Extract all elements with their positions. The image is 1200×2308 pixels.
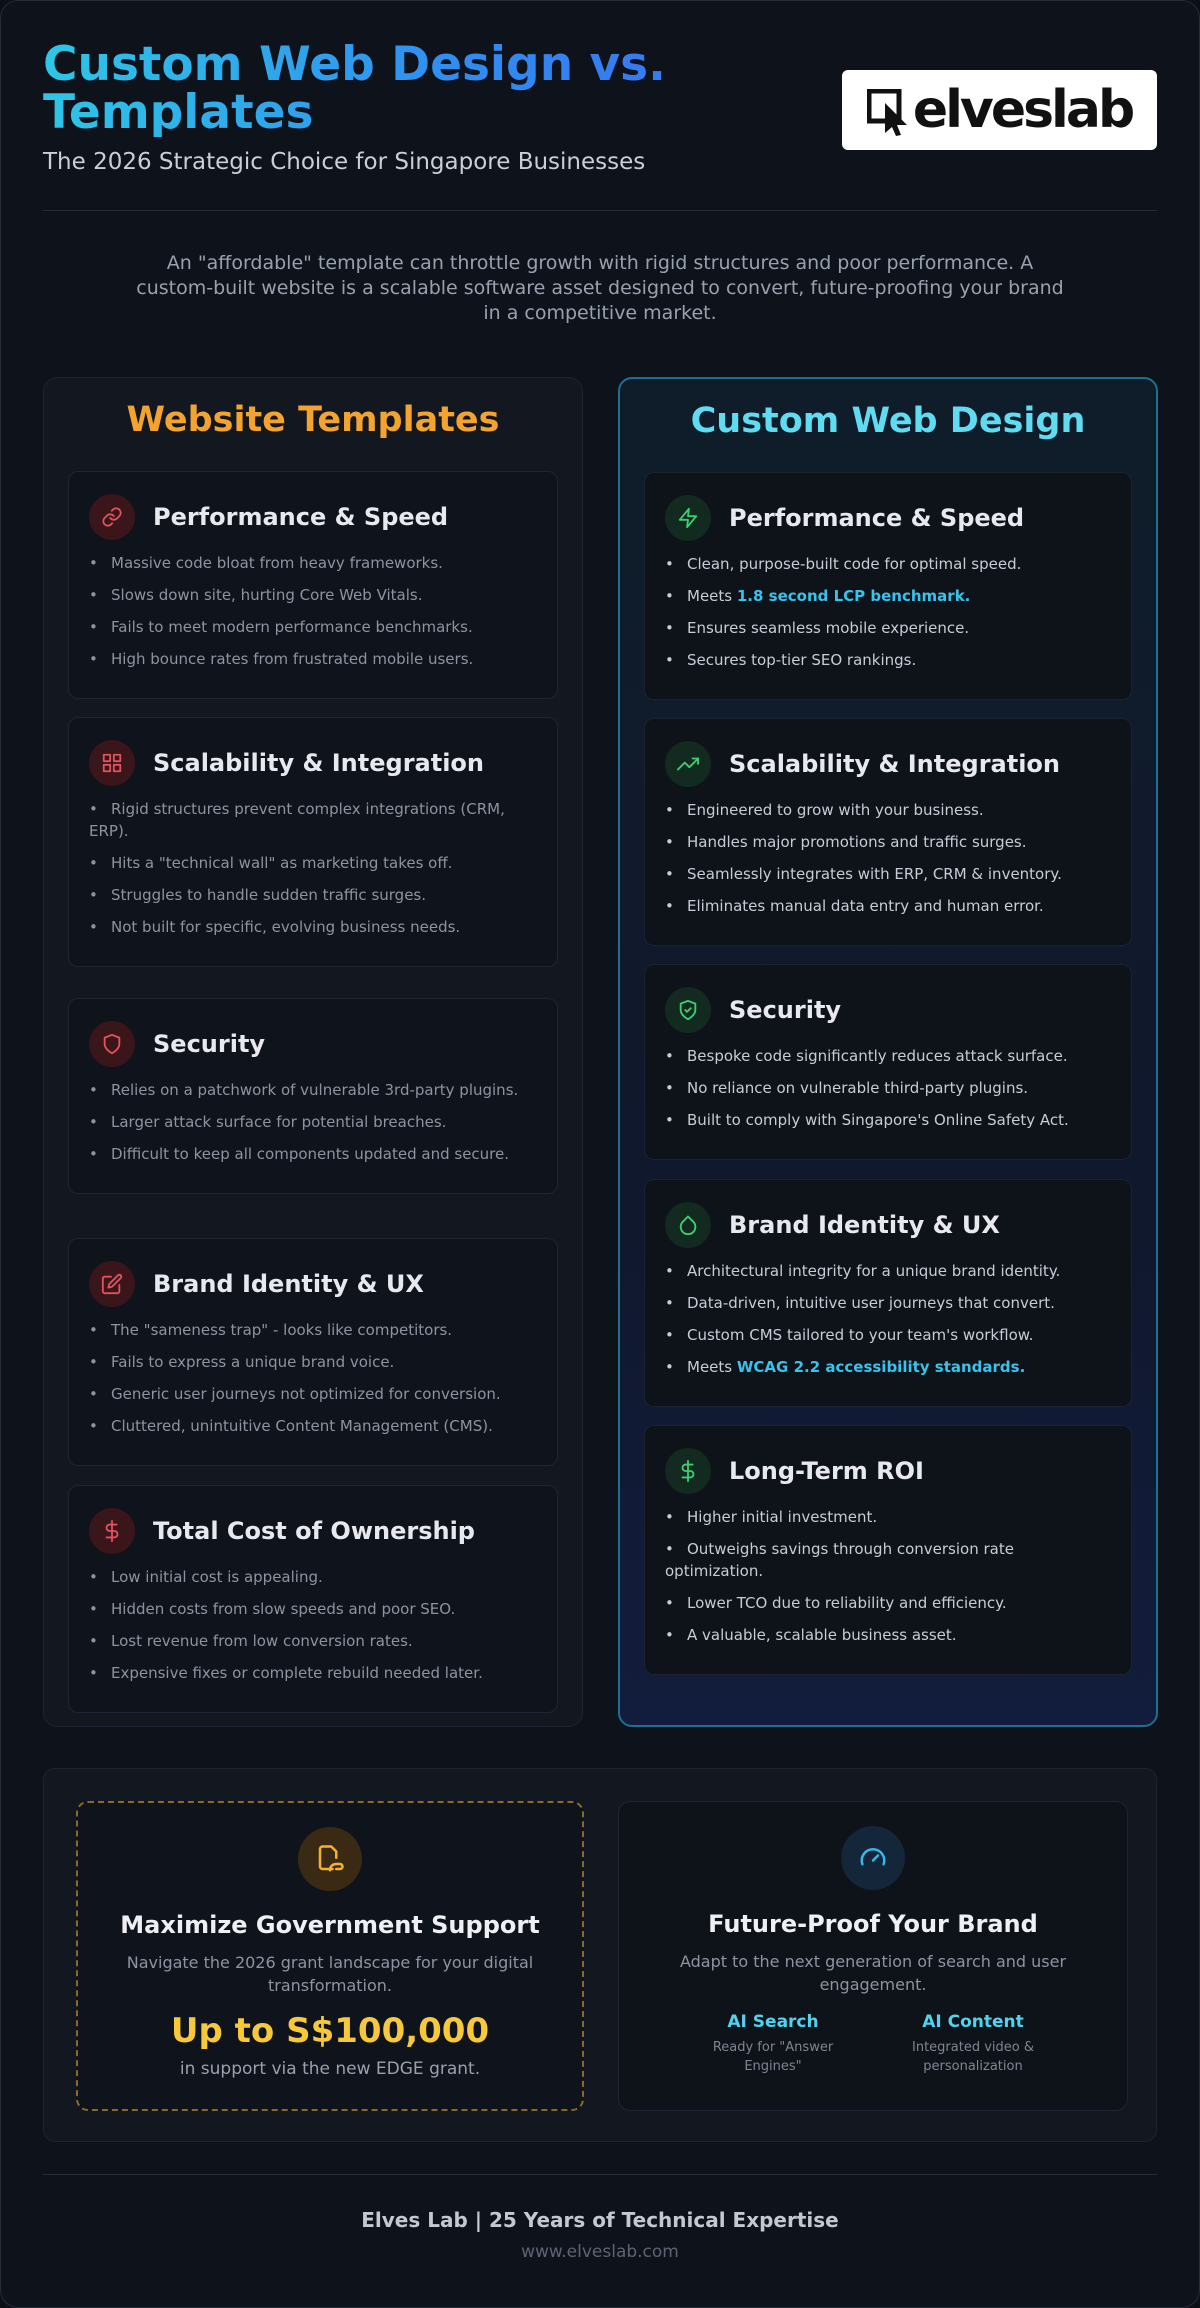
future-proof-title: Future-Proof Your Brand xyxy=(708,1910,1038,1938)
bullet-text: The "sameness trap" - looks like competitors. xyxy=(111,1321,453,1339)
card-header xyxy=(665,741,1111,787)
grant-note: in support via the new EDGE grant. xyxy=(179,2059,481,2079)
bullet-list xyxy=(665,799,1111,917)
bullet-item xyxy=(665,649,1111,671)
bullet-item xyxy=(665,863,1111,885)
edit-icon xyxy=(89,1261,135,1307)
bullet-list xyxy=(89,1079,537,1165)
card-performance-speed xyxy=(68,471,558,699)
bullet-item xyxy=(89,884,537,906)
trending-up-icon xyxy=(665,741,711,787)
bullet-text: Struggles to handle sudden traffic surges. xyxy=(111,886,426,904)
feature-description: Ready for "Answer Engines" xyxy=(712,2040,834,2074)
bullet-item xyxy=(665,1624,1111,1646)
card-header xyxy=(89,740,537,786)
bullet-list xyxy=(89,1566,537,1684)
bullet-text: No reliance on vulnerable third-party plugins. xyxy=(687,1079,1029,1097)
bullet-text: Eliminates manual data entry and human error. xyxy=(687,897,1044,915)
document-hand-icon xyxy=(298,1827,362,1891)
bullet-text: Engineered to grow with your business. xyxy=(687,801,984,819)
bullet-item xyxy=(665,1324,1111,1346)
card-header xyxy=(89,494,537,540)
bullet-item xyxy=(665,553,1111,575)
cursor-logo-icon xyxy=(867,89,907,131)
future-proof-description: Adapt to the next generation of search and user engagement. xyxy=(679,1952,1067,1994)
bullet-text: Relies on a patchwork of vulnerable 3rd-party plugins. xyxy=(111,1081,519,1099)
bullet-text: Lost revenue from low conversion rates. xyxy=(111,1632,413,1650)
bullet-item xyxy=(89,1566,537,1588)
bullet-item xyxy=(89,1662,537,1684)
bullet-item xyxy=(89,1598,537,1620)
card-security xyxy=(68,998,558,1194)
bullet-item xyxy=(89,648,537,670)
bullet-text: Massive code bloat from heavy frameworks. xyxy=(111,554,443,572)
bullet-text: Difficult to keep all components updated and secure. xyxy=(111,1145,510,1163)
dollar-icon xyxy=(89,1508,135,1554)
card-title: Total Cost of Ownership xyxy=(153,1517,475,1545)
bullet-text: Secures top-tier SEO rankings. xyxy=(687,651,917,669)
bullet-text: Low initial cost is appealing. xyxy=(111,1568,323,1586)
card-header xyxy=(89,1021,537,1067)
bullet-list xyxy=(665,1260,1111,1378)
card-security xyxy=(644,964,1132,1160)
bullet-list xyxy=(89,552,537,670)
bullet-item xyxy=(665,1292,1111,1314)
grant-amount: Up to S$100,000 xyxy=(170,2011,490,2051)
header-divider xyxy=(43,210,1157,211)
government-support-description: Navigate the 2026 grant landscape for your digital transformation. xyxy=(126,1953,534,1995)
feature-ai-content xyxy=(893,2012,1053,2076)
card-header xyxy=(665,1202,1111,1248)
bullet-text: Larger attack surface for potential breaches. xyxy=(111,1113,447,1131)
dollar-icon xyxy=(665,1448,711,1494)
bullet-list xyxy=(89,798,537,938)
bullet-item xyxy=(89,1079,537,1101)
grid-icon xyxy=(89,740,135,786)
header xyxy=(43,37,1157,181)
bullet-item xyxy=(665,831,1111,853)
card-title: Long-Term ROI xyxy=(729,1457,924,1485)
card-header xyxy=(665,987,1111,1033)
footer-divider xyxy=(43,2174,1157,2175)
government-support-title: Maximize Government Support xyxy=(120,1911,540,1939)
bullet-item xyxy=(89,552,537,574)
bullet-text: Clean, purpose-built code for optimal speed. xyxy=(687,555,1022,573)
intro-text: An "affordable" template can throttle growth with rigid structures and poor performance. A custom-built website is a scalable software asset designed to convert, future-proofing your brand in a competitive market. xyxy=(136,252,1064,324)
bullet-item xyxy=(89,916,537,938)
bullet-text: Handles major promotions and traffic surges. xyxy=(687,833,1027,851)
bullet-text: Architectural integrity for a unique brand identity. xyxy=(687,1262,1061,1280)
bullet-item xyxy=(665,1045,1111,1067)
bullet-item xyxy=(665,1538,1111,1582)
card-title: Brand Identity & UX xyxy=(729,1211,1000,1239)
bullet-text: High bounce rates from frustrated mobile users. xyxy=(111,650,474,668)
card-title: Security xyxy=(153,1030,266,1058)
card-header xyxy=(89,1508,537,1554)
card-long-term-roi xyxy=(644,1425,1132,1675)
bullet-item xyxy=(89,798,537,842)
bullet-item xyxy=(89,1630,537,1652)
bullet-item xyxy=(665,1592,1111,1614)
bullet-item xyxy=(89,584,537,606)
lightning-icon xyxy=(665,495,711,541)
bullet-list xyxy=(665,1506,1111,1646)
government-support-card xyxy=(76,1801,584,2111)
bullet-text: Bespoke code significantly reduces attack surface. xyxy=(687,1047,1068,1065)
bullet-item xyxy=(89,1383,537,1405)
bullet-item xyxy=(89,852,537,874)
bullet-text: Data-driven, intuitive user journeys that convert. xyxy=(687,1294,1055,1312)
bullet-text: Generic user journeys not optimized for conversion. xyxy=(111,1385,501,1403)
ai-features xyxy=(693,2012,1053,2076)
bullet-item xyxy=(89,1319,537,1341)
feature-description: Integrated video & personalization xyxy=(912,2040,1034,2074)
footer-url[interactable]: www.elveslab.com xyxy=(521,2242,679,2262)
bullet-item xyxy=(665,1506,1111,1528)
bullet-text: Lower TCO due to reliability and efficiency. xyxy=(687,1594,1007,1612)
bullet-text: Slows down site, hurting Core Web Vitals. xyxy=(111,586,423,604)
highlight-text: WCAG 2.2 accessibility standards. xyxy=(736,1358,1026,1376)
bullet-item xyxy=(665,617,1111,639)
gauge-icon xyxy=(841,1826,905,1890)
bullet-item xyxy=(665,1260,1111,1282)
feature-title: AI Content xyxy=(922,2012,1024,2032)
page-subtitle: The 2026 Strategic Choice for Singapore Businesses xyxy=(43,149,646,175)
card-total-cost-of-ownership xyxy=(68,1485,558,1713)
highlight-text: 1.8 second LCP benchmark. xyxy=(736,587,971,605)
bullet-item xyxy=(665,1077,1111,1099)
card-header xyxy=(665,1448,1111,1494)
bullet-item xyxy=(89,1111,537,1133)
card-title: Scalability & Integration xyxy=(153,749,484,777)
feature-ai-search xyxy=(693,2012,853,2076)
page-title: Custom Web Design vs. Templates xyxy=(43,41,763,137)
card-header xyxy=(89,1261,537,1307)
custom-design-column xyxy=(618,377,1158,1727)
card-title: Security xyxy=(729,996,842,1024)
bullet-item xyxy=(89,1143,537,1165)
bullet-text: Rigid structures prevent complex integrations (CRM, ERP). xyxy=(89,800,505,840)
bullet-item xyxy=(665,585,1111,607)
bullet-text: Seamlessly integrates with ERP, CRM & inventory. xyxy=(687,865,1062,883)
footer-title: Elves Lab | 25 Years of Technical Expertise xyxy=(361,2208,839,2232)
bullet-item xyxy=(89,1351,537,1373)
bullet-text: Fails to express a unique brand voice. xyxy=(111,1353,395,1371)
card-title: Performance & Speed xyxy=(153,503,449,531)
bullet-text: Hidden costs from slow speeds and poor SEO. xyxy=(111,1600,456,1618)
bullet-text: Cluttered, unintuitive Content Management (CMS). xyxy=(111,1417,493,1435)
bullet-text: Meets xyxy=(687,587,737,605)
bullet-text: Expensive fixes or complete rebuild needed later. xyxy=(111,1664,483,1682)
link-icon xyxy=(89,494,135,540)
bullet-text: Hits a "technical wall" as marketing takes off. xyxy=(111,854,453,872)
bullet-text: Built to comply with Singapore's Online Safety Act. xyxy=(687,1111,1069,1129)
bullet-item xyxy=(665,1356,1111,1378)
elveslab-logo[interactable] xyxy=(842,70,1157,150)
card-scalability-integration xyxy=(68,717,558,967)
bullet-list xyxy=(665,1045,1111,1131)
bullet-text: A valuable, scalable business asset. xyxy=(687,1626,957,1644)
bullet-list xyxy=(89,1319,537,1437)
bullet-text: Higher initial investment. xyxy=(687,1508,878,1526)
bullet-text: Fails to meet modern performance benchmarks. xyxy=(111,618,473,636)
bullet-item xyxy=(665,895,1111,917)
bullet-list xyxy=(665,553,1111,671)
bullet-item xyxy=(665,1109,1111,1131)
droplet-icon xyxy=(665,1202,711,1248)
shield-check-icon xyxy=(665,987,711,1033)
bullet-text: Ensures seamless mobile experience. xyxy=(687,619,970,637)
card-header xyxy=(665,495,1111,541)
card-brand-identity-ux xyxy=(644,1179,1132,1407)
card-title: Performance & Speed xyxy=(729,504,1025,532)
shield-icon xyxy=(89,1021,135,1067)
card-performance-speed xyxy=(644,472,1132,700)
custom-design-heading: Custom Web Design xyxy=(690,401,1086,441)
benefits-band xyxy=(43,1768,1157,2142)
card-title: Scalability & Integration xyxy=(729,750,1060,778)
bullet-text: Outweighs savings through conversion rate optimization. xyxy=(665,1540,1014,1580)
footer xyxy=(1,2208,1199,2262)
bullet-item xyxy=(89,616,537,638)
bullet-text: Not built for specific, evolving business needs. xyxy=(111,918,461,936)
bullet-text: Meets xyxy=(687,1358,737,1376)
card-brand-identity-ux xyxy=(68,1238,558,1466)
bullet-item xyxy=(665,799,1111,821)
templates-heading: Website Templates xyxy=(126,400,500,440)
future-proof-card xyxy=(618,1801,1128,2111)
templates-column xyxy=(43,377,583,1727)
card-title: Brand Identity & UX xyxy=(153,1270,424,1298)
bullet-item xyxy=(89,1415,537,1437)
card-scalability-integration xyxy=(644,718,1132,946)
feature-title: AI Search xyxy=(727,2012,819,2032)
logo-wordmark: elveslab xyxy=(912,80,1133,140)
bullet-text: Custom CMS tailored to your team's workflow. xyxy=(687,1326,1034,1344)
